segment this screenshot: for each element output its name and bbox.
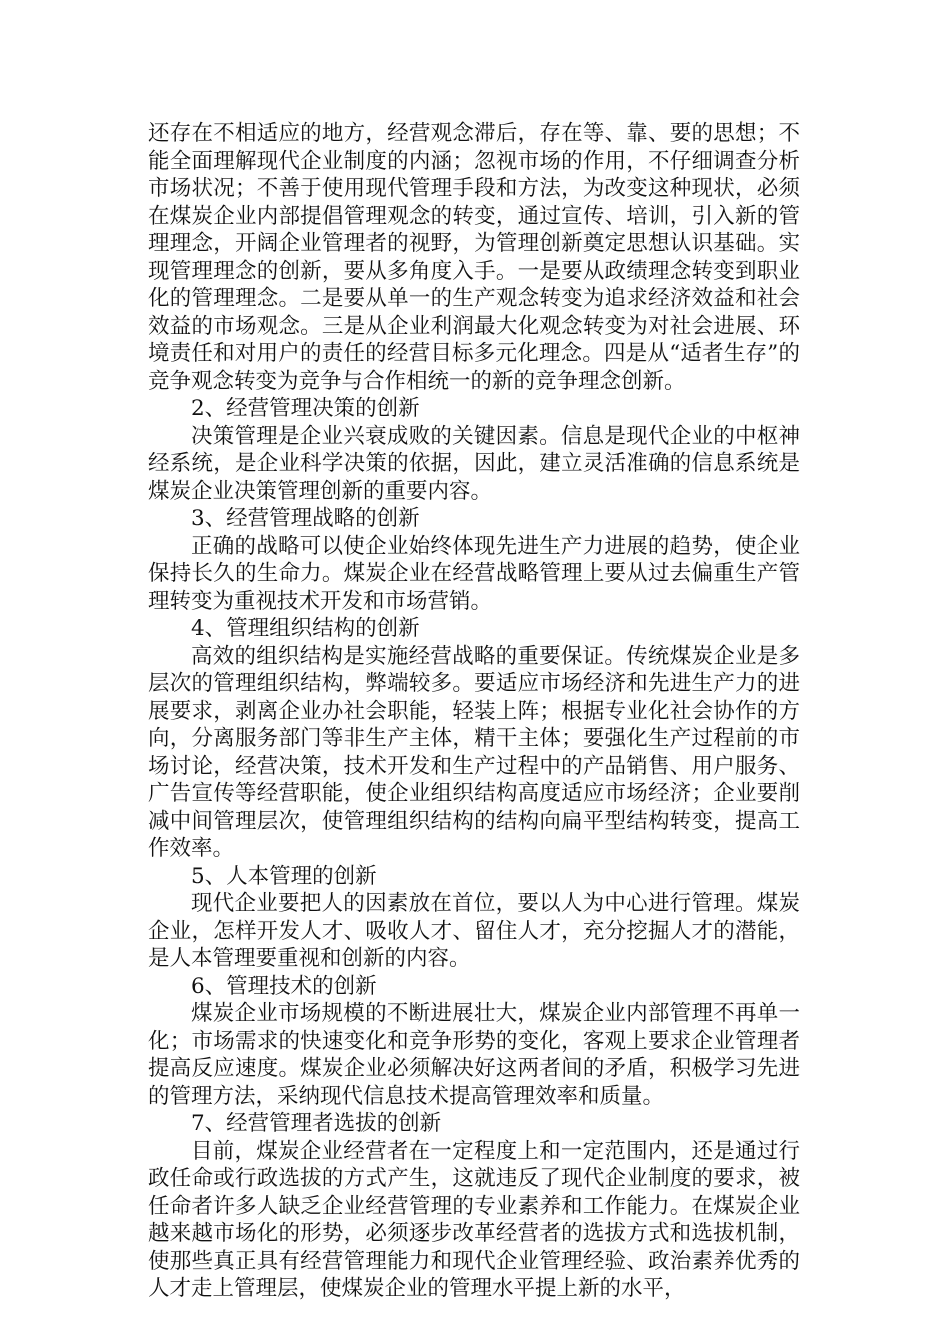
section-heading-organization: 4、管理组织结构的创新 xyxy=(191,616,420,641)
section-heading-manager-selection: 7、经营管理者选拔的创新 xyxy=(191,1111,442,1136)
section-heading-decision: 2、经营管理决策的创新 xyxy=(191,396,420,421)
paragraph-human-management: 现代企业要把人的因素放在首位，要以人为中心进行管理。煤炭企业，怎样开发人才、吸收人才、留住人才，充分挖掘人才的潜能，是人本管理要重视和创新的内容。 xyxy=(148,891,800,971)
paragraph-manager-selection: 目前，煤炭企业经营者在一定程度上和一定范围内，还是通过行政任命或行政选拔的方式产生，这就违反了现代企业制度的要求，被任命者许多人缺乏企业经营管理的专业素养和工作能力。在煤炭企业越来越市场化的形势，必须逐步改革经营者的选拔方式和选拔机制，使那些真正具有经营管理能力和现代企业管理经验、政治素养优秀的人才走上管理层，使煤炭企业的管理水平提上新的水平， xyxy=(148,1138,800,1301)
document-body xyxy=(148,120,800,1303)
section-heading-strategy: 3、经营管理战略的创新 xyxy=(191,506,420,531)
section-heading-human-management: 5、人本管理的创新 xyxy=(191,863,377,889)
paragraph-decision: 决策管理是企业兴衰成败的关键因素。信息是现代企业的中枢神经系统，是企业科学决策的依据，因此，建立灵活准确的信息系统是煤炭企业决策管理创新的重要内容。 xyxy=(148,423,800,504)
paragraph-organization: 高效的组织结构是实施经营战略的重要保证。传统煤炭企业是多层次的管理组织结构，弊端较多。要适应市场经济和先进生产力的进展要求，剥离企业办社会职能，轻装上阵；根据专业化社会协作的方向，分离服务部门等非生产主体，精干主体；要强化生产过程前的市场讨论，经营决策，技术开发和生产过程中的产品销售、用户服务、广告宣传等经营职能，使企业组织结构高度适应市场经济；企业要削减中间管理层次，使管理组织结构的结构向扁平型结构转变，提高工作效率。 xyxy=(148,643,800,861)
paragraph-strategy: 正确的战略可以使企业始终体现先进生产力进展的趋势，使企业保持长久的生命力。煤炭企业在经营战略管理上要从过去偏重生产管理转变为重视技术开发和市场营销。 xyxy=(148,533,800,614)
section-heading-management-technology: 6、管理技术的创新 xyxy=(191,973,377,999)
paragraph-management-concept: 还存在不相适应的地方，经营观念滞后，存在等、靠、要的思想；不能全面理解现代企业制度的内涵；忽视市场的作用，不仔细调查分析市场状况；不善于使用现代管理手段和方法，为改变这种现状，必须在煤炭企业内部提倡管理观念的转变，通过宣传、培训，引入新的管理理念，开阔企业管理者的视野，为管理创新奠定思想认识基础。实现管理理念的创新，要从多角度入手。一是要从政绩理念转变到职业化的管理理念。二是要从单一的生产观念转变为追求经济效益和社会效益的市场观念。三是从企业利润最大化观念转变为对社会进展、环境责任和对用户的责任的经营目标多元化理念。四是从“适者生存”的竞争观念转变为竞争与合作相统一的新的竞争理念创新。 xyxy=(148,121,800,394)
paragraph-management-technology: 煤炭企业市场规模的不断进展壮大，煤炭企业内部管理不再单一化；市场需求的快速变化和竞争形势的变化，客观上要求企业管理者提高反应速度。煤炭企业必须解决好这两者间的矛盾，积极学习先进的管理方法，采纳现代信息技术提高管理效率和质量。 xyxy=(148,1001,800,1109)
